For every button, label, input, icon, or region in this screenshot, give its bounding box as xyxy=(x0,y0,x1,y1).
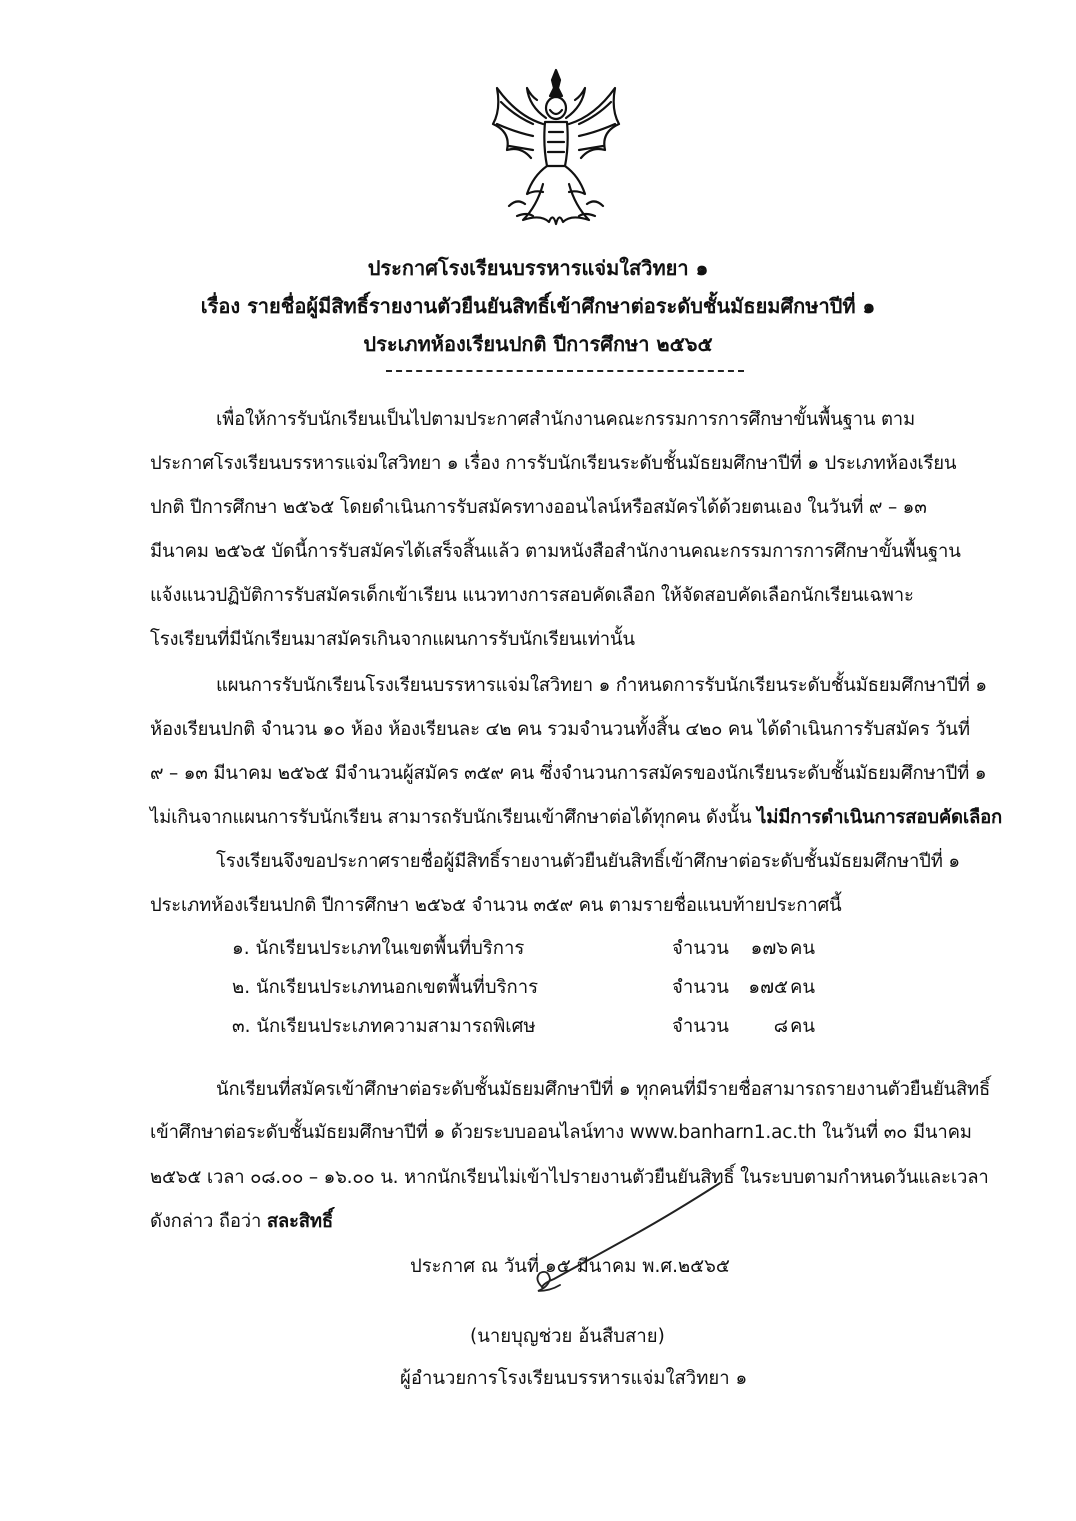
paragraph-2-line-4 xyxy=(150,803,1002,832)
paragraph-2-line-2: ห้องเรียนปกติ จำนวน ๑๐ ห้อง ห้องเรียนละ ๔๒ คน รวมจำนวนทั้งสิ้น ๔๒๐ คน ได้ดำเนินการรับสมัคร วันที่ xyxy=(150,719,970,740)
announcement-title: ประกาศโรงเรียนบรรหารแจ่มใสวิทยา ๑ xyxy=(367,256,709,280)
paragraph-4-line-2: เข้าศึกษาต่อระดับชั้นมัธยมศึกษาปีที่ ๑ ด้วยระบบออนไลน์ทาง www.banharn1.ac.th ในวันที่ ๓๐ มีนาคม xyxy=(150,1122,972,1143)
list-item-count: ๑๗๕ xyxy=(748,977,788,998)
paragraph-4-line-3: ๒๕๖๕ เวลา ๐๘.๐๐ – ๑๖.๐๐ น. หากนักเรียนไม่เข้าไปรายงานตัวยืนยันสิทธิ์ ในระบบตามกำหนดวันและเวลา xyxy=(150,1167,989,1188)
list-item-count: ๘ xyxy=(773,1016,788,1037)
handwritten-signature-icon xyxy=(520,1175,730,1305)
paragraph-1-line-5: แจ้งแนวปฏิบัติการรับสมัครเด็กเข้าเรียน แนวทางการสอบคัดเลือก ให้จัดสอบคัดเลือกนักเรียนเฉพาะ xyxy=(150,585,914,606)
title-divider xyxy=(386,370,744,372)
list-item-count-word: จำนวน xyxy=(672,977,729,998)
garuda-emblem-icon xyxy=(487,66,625,228)
announcement-date: ประกาศ ณ วันที่ ๑๕ มีนาคม พ.ศ.๒๕๖๕ xyxy=(410,1256,730,1277)
paragraph-2-line-3: ๙ – ๑๓ มีนาคม ๒๕๖๕ มีจำนวนผู้สมัคร ๓๕๙ คน ซึ่งจำนวนการสมัครของนักเรียนระดับชั้นมัธยมศึกษาปีที่ ๑ xyxy=(150,763,987,784)
paragraph-1-line-1: เพื่อให้การรับนักเรียนเป็นไปตามประกาศสำนักงานคณะกรรมการการศึกษาขั้นพื้นฐาน ตาม xyxy=(216,409,915,430)
paragraph-1-line-2: ประกาศโรงเรียนบรรหารแจ่มใสวิทยา ๑ เรื่อง การรับนักเรียนระดับชั้นมัธยมศึกษาปีที่ ๑ ประเภทห้องเรียน xyxy=(150,453,957,474)
signer-title: ผู้อำนวยการโรงเรียนบรรหารแจ่มใสวิทยา ๑ xyxy=(400,1368,748,1389)
paragraph-1-line-3: ปกติ ปีการศึกษา ๒๕๖๕ โดยดำเนินการรับสมัครทางออนไลน์หรือสมัครได้ด้วยตนเอง ในวันที่ ๙ – ๑๓ xyxy=(150,497,927,518)
list-item-unit: คน xyxy=(790,938,816,959)
list-item-count-word: จำนวน xyxy=(672,1016,729,1037)
signer-name: (นายบุญช่วย อ้นสืบสาย) xyxy=(470,1326,665,1347)
list-item-count: ๑๗๖ xyxy=(750,938,788,959)
paragraph-1-line-6: โรงเรียนที่มีนักเรียนมาสมัครเกินจากแผนการรับนักเรียนเท่านั้น xyxy=(150,629,635,650)
paragraph-4-line-4-text: ดังกล่าว ถือว่า xyxy=(150,1211,267,1232)
list-item-label: ๓. นักเรียนประเภทความสามารถพิเศษ xyxy=(232,1016,536,1037)
list-item-unit: คน xyxy=(790,977,816,998)
announcement-category: ประเภทห้องเรียนปกติ ปีการศึกษา ๒๕๖๕ xyxy=(363,332,713,356)
paragraph-4-line-1: นักเรียนที่สมัครเข้าศึกษาต่อระดับชั้นมัธยมศึกษาปีที่ ๑ ทุกคนที่มีรายชื่อสามารถรายงานตัวยืนยันสิทธิ์ xyxy=(216,1079,991,1100)
list-item-unit: คน xyxy=(790,1016,816,1037)
list-item-count-word: จำนวน xyxy=(672,938,729,959)
paragraph-2-line-1: แผนการรับนักเรียนโรงเรียนบรรหารแจ่มใสวิทยา ๑ กำหนดการรับนักเรียนระดับชั้นมัธยมศึกษาปีที่ ๑ xyxy=(216,675,987,696)
paragraph-3-line-2: ประเภทห้องเรียนปกติ ปีการศึกษา ๒๕๖๕ จำนวน ๓๕๙ คน ตามรายชื่อแนบท้ายประกาศนี้ xyxy=(150,895,842,916)
announcement-subject: เรื่อง รายชื่อผู้มีสิทธิ์รายงานตัวยืนยันสิทธิ์เข้าศึกษาต่อระดับชั้นมัธยมศึกษาปีที่ ๑ xyxy=(200,294,876,318)
forfeit-notice: สละสิทธิ์ xyxy=(266,1211,333,1232)
no-exam-notice: ไม่มีการดำเนินการสอบคัดเลือก xyxy=(757,807,1002,828)
paragraph-3-line-1: โรงเรียนจึงขอประกาศรายชื่อผู้มีสิทธิ์รายงานตัวยืนยันสิทธิ์เข้าศึกษาต่อระดับชั้นมัธยมศึกษาปีที่ ๑ xyxy=(216,851,960,872)
paragraph-2-line-4-text: ไม่เกินจากแผนการรับนักเรียน สามารถรับนักเรียนเข้าศึกษาต่อได้ทุกคน ดังนั้น xyxy=(150,807,758,828)
list-item-label: ๑. นักเรียนประเภทในเขตพื้นที่บริการ xyxy=(232,938,525,959)
paragraph-1-line-4: มีนาคม ๒๕๖๕ บัดนี้การรับสมัครได้เสร็จสิ้นแล้ว ตามหนังสือสำนักงานคณะกรรมการการศึกษาขั้นพื้นฐาน xyxy=(150,541,961,562)
list-item-label: ๒. นักเรียนประเภทนอกเขตพื้นที่บริการ xyxy=(232,977,539,998)
